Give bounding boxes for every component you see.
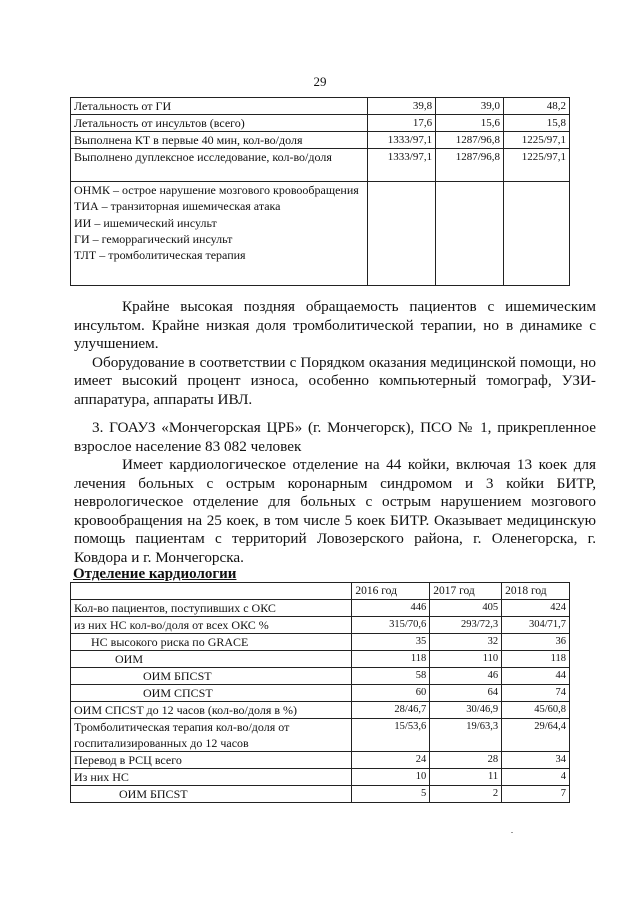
table-row <box>71 702 570 719</box>
body-text <box>74 298 596 409</box>
row-label: Из них НС <box>71 769 352 786</box>
row-label: НС высокого риска по GRACE <box>71 634 352 651</box>
table-row <box>71 668 570 685</box>
cell-value: 118 <box>352 651 430 668</box>
column-header: 2016 год <box>352 583 430 600</box>
cell-value: 17,6 <box>368 115 436 132</box>
cardiology-table <box>70 582 570 803</box>
table-row <box>71 769 570 786</box>
cell-value: 405 <box>430 600 502 617</box>
row-label: из них НС кол-во/доля от всех ОКС % <box>71 617 352 634</box>
table-row <box>71 98 570 115</box>
cell-value: 46 <box>430 668 502 685</box>
cell-value: 293/72,3 <box>430 617 502 634</box>
legend-item: ОНМК – острое нарушение мозгового кровообращения <box>74 183 359 197</box>
cell-value: 2 <box>430 786 502 803</box>
paragraph: Оборудование в соответствии с Порядком оказания медицинской помощи, но имеет высокий процент износа, особенно компьютерный томограф, УЗИ-аппаратура, аппараты ИВЛ. <box>74 353 596 408</box>
cell-value: 110 <box>430 651 502 668</box>
cell-value: 34 <box>502 752 570 769</box>
cell-value: 304/71,7 <box>502 617 570 634</box>
cell-value: 60 <box>352 685 430 702</box>
legend-item: ТЛТ – тромболитическая терапия <box>74 248 246 263</box>
table-row <box>71 617 570 634</box>
page-number: 29 <box>313 74 327 89</box>
row-label: Тромболитическая терапия кол-во/доля от госпитализированных до 12 часов <box>71 719 352 752</box>
legend-row <box>71 182 570 286</box>
legend-item: ТИА – транзиторная ишемическая атака <box>74 199 281 214</box>
row-label: ОИМ БПСST <box>71 668 352 685</box>
body-text <box>74 419 596 567</box>
cell-value: 44 <box>502 668 570 685</box>
cell-value: 24 <box>352 752 430 769</box>
cell-value: 5 <box>352 786 430 803</box>
abbreviation-legend <box>71 182 368 286</box>
cell-value: 30/46,9 <box>430 702 502 719</box>
cell-value: 39,8 <box>368 98 436 115</box>
cell-value: 315/70,6 <box>352 617 430 634</box>
table-row <box>71 786 570 803</box>
row-label: ОИМ СПСST до 12 часов (кол-во/доля в %) <box>71 702 352 719</box>
empty-cell <box>71 583 352 600</box>
row-label: Выполнено дуплексное исследование, кол-во/доля <box>71 149 368 182</box>
cell-value: 36 <box>502 634 570 651</box>
cell-value: 1225/97,1 <box>504 132 570 149</box>
cell-value: 39,0 <box>436 98 504 115</box>
cell-value: 446 <box>352 600 430 617</box>
cell-value: 118 <box>502 651 570 668</box>
cell-value: 15,8 <box>504 115 570 132</box>
paragraph: 3. ГОАУЗ «Мончегорская ЦРБ» (г. Мончегорск), ПСО № 1, прикрепленное взрослое население 83 082 человек <box>74 419 596 455</box>
cell-value: 64 <box>430 685 502 702</box>
row-label: Кол-во пациентов, поступивших с ОКС <box>71 600 352 617</box>
paragraph: Имеет кардиологическое отделение на 44 койки, включая 13 коек для лечения больных с острым коронарным синдромом и 3 койки БИТР, неврологическое отделение для больных с острым нарушением мозгового кровообращения на 25 коек, в том числе 5 коек БИТР. Оказывает медицинскую помощь пациентам с территорий Ловозерского района, г. Оленегорска, г. Ковдора и г. Мончегорска. <box>74 456 596 566</box>
row-label: ОИМ СПСST <box>71 685 352 702</box>
cell-value: 7 <box>502 786 570 803</box>
cell-value: 74 <box>502 685 570 702</box>
row-label: ОИМ БПСST <box>71 786 352 803</box>
cell-value: 28 <box>430 752 502 769</box>
cell-value: 35 <box>352 634 430 651</box>
table-header-row <box>71 583 570 600</box>
legend-item: ИИ – ишемический инсульт <box>74 215 217 230</box>
scan-mark <box>511 832 513 833</box>
stroke-stats-table <box>70 97 570 286</box>
cell-value: 28/46,7 <box>352 702 430 719</box>
table-row <box>71 651 570 668</box>
cell-value: 1333/97,1 <box>368 132 436 149</box>
table-row <box>71 600 570 617</box>
cell-value: 1287/96,8 <box>436 132 504 149</box>
table-row <box>71 634 570 651</box>
row-label: Выполнена КТ в первые 40 мин, кол-во/доля <box>71 132 368 149</box>
row-label: Летальность от ГИ <box>71 98 368 115</box>
table-row <box>71 132 570 149</box>
row-label: ОИМ <box>71 651 352 668</box>
cell-value: 1287/96,8 <box>436 149 504 182</box>
cell-value: 29/64,4 <box>502 719 570 752</box>
table-row <box>71 719 570 752</box>
empty-cell <box>504 182 570 286</box>
legend-item: ГИ – геморрагический инсульт <box>74 231 233 246</box>
column-header: 2018 год <box>502 583 570 600</box>
cell-value: 48,2 <box>504 98 570 115</box>
section-title: Отделение кардиологии <box>73 566 237 582</box>
cell-value: 10 <box>352 769 430 786</box>
row-label: Летальность от инсультов (всего) <box>71 115 368 132</box>
paragraph: Крайне высокая поздняя обращаемость пациентов с ишемическим инсультом. Крайне низкая доля тромболитической терапии, но в динамике с улучшением. <box>74 298 596 352</box>
row-label: Перевод в РСЦ всего <box>71 752 352 769</box>
cell-value: 11 <box>430 769 502 786</box>
cell-value: 1225/97,1 <box>504 149 570 182</box>
table-row <box>71 685 570 702</box>
empty-cell <box>368 182 436 286</box>
cell-value: 15,6 <box>436 115 504 132</box>
empty-cell <box>436 182 504 286</box>
cell-value: 4 <box>502 769 570 786</box>
cell-value: 1333/97,1 <box>368 149 436 182</box>
table-row <box>71 149 570 182</box>
cell-value: 15/53,6 <box>352 719 430 752</box>
cell-value: 19/63,3 <box>430 719 502 752</box>
table-row <box>71 752 570 769</box>
cell-value: 58 <box>352 668 430 685</box>
cell-value: 32 <box>430 634 502 651</box>
cell-value: 424 <box>502 600 570 617</box>
cell-value: 45/60,8 <box>502 702 570 719</box>
column-header: 2017 год <box>430 583 502 600</box>
table-row <box>71 115 570 132</box>
